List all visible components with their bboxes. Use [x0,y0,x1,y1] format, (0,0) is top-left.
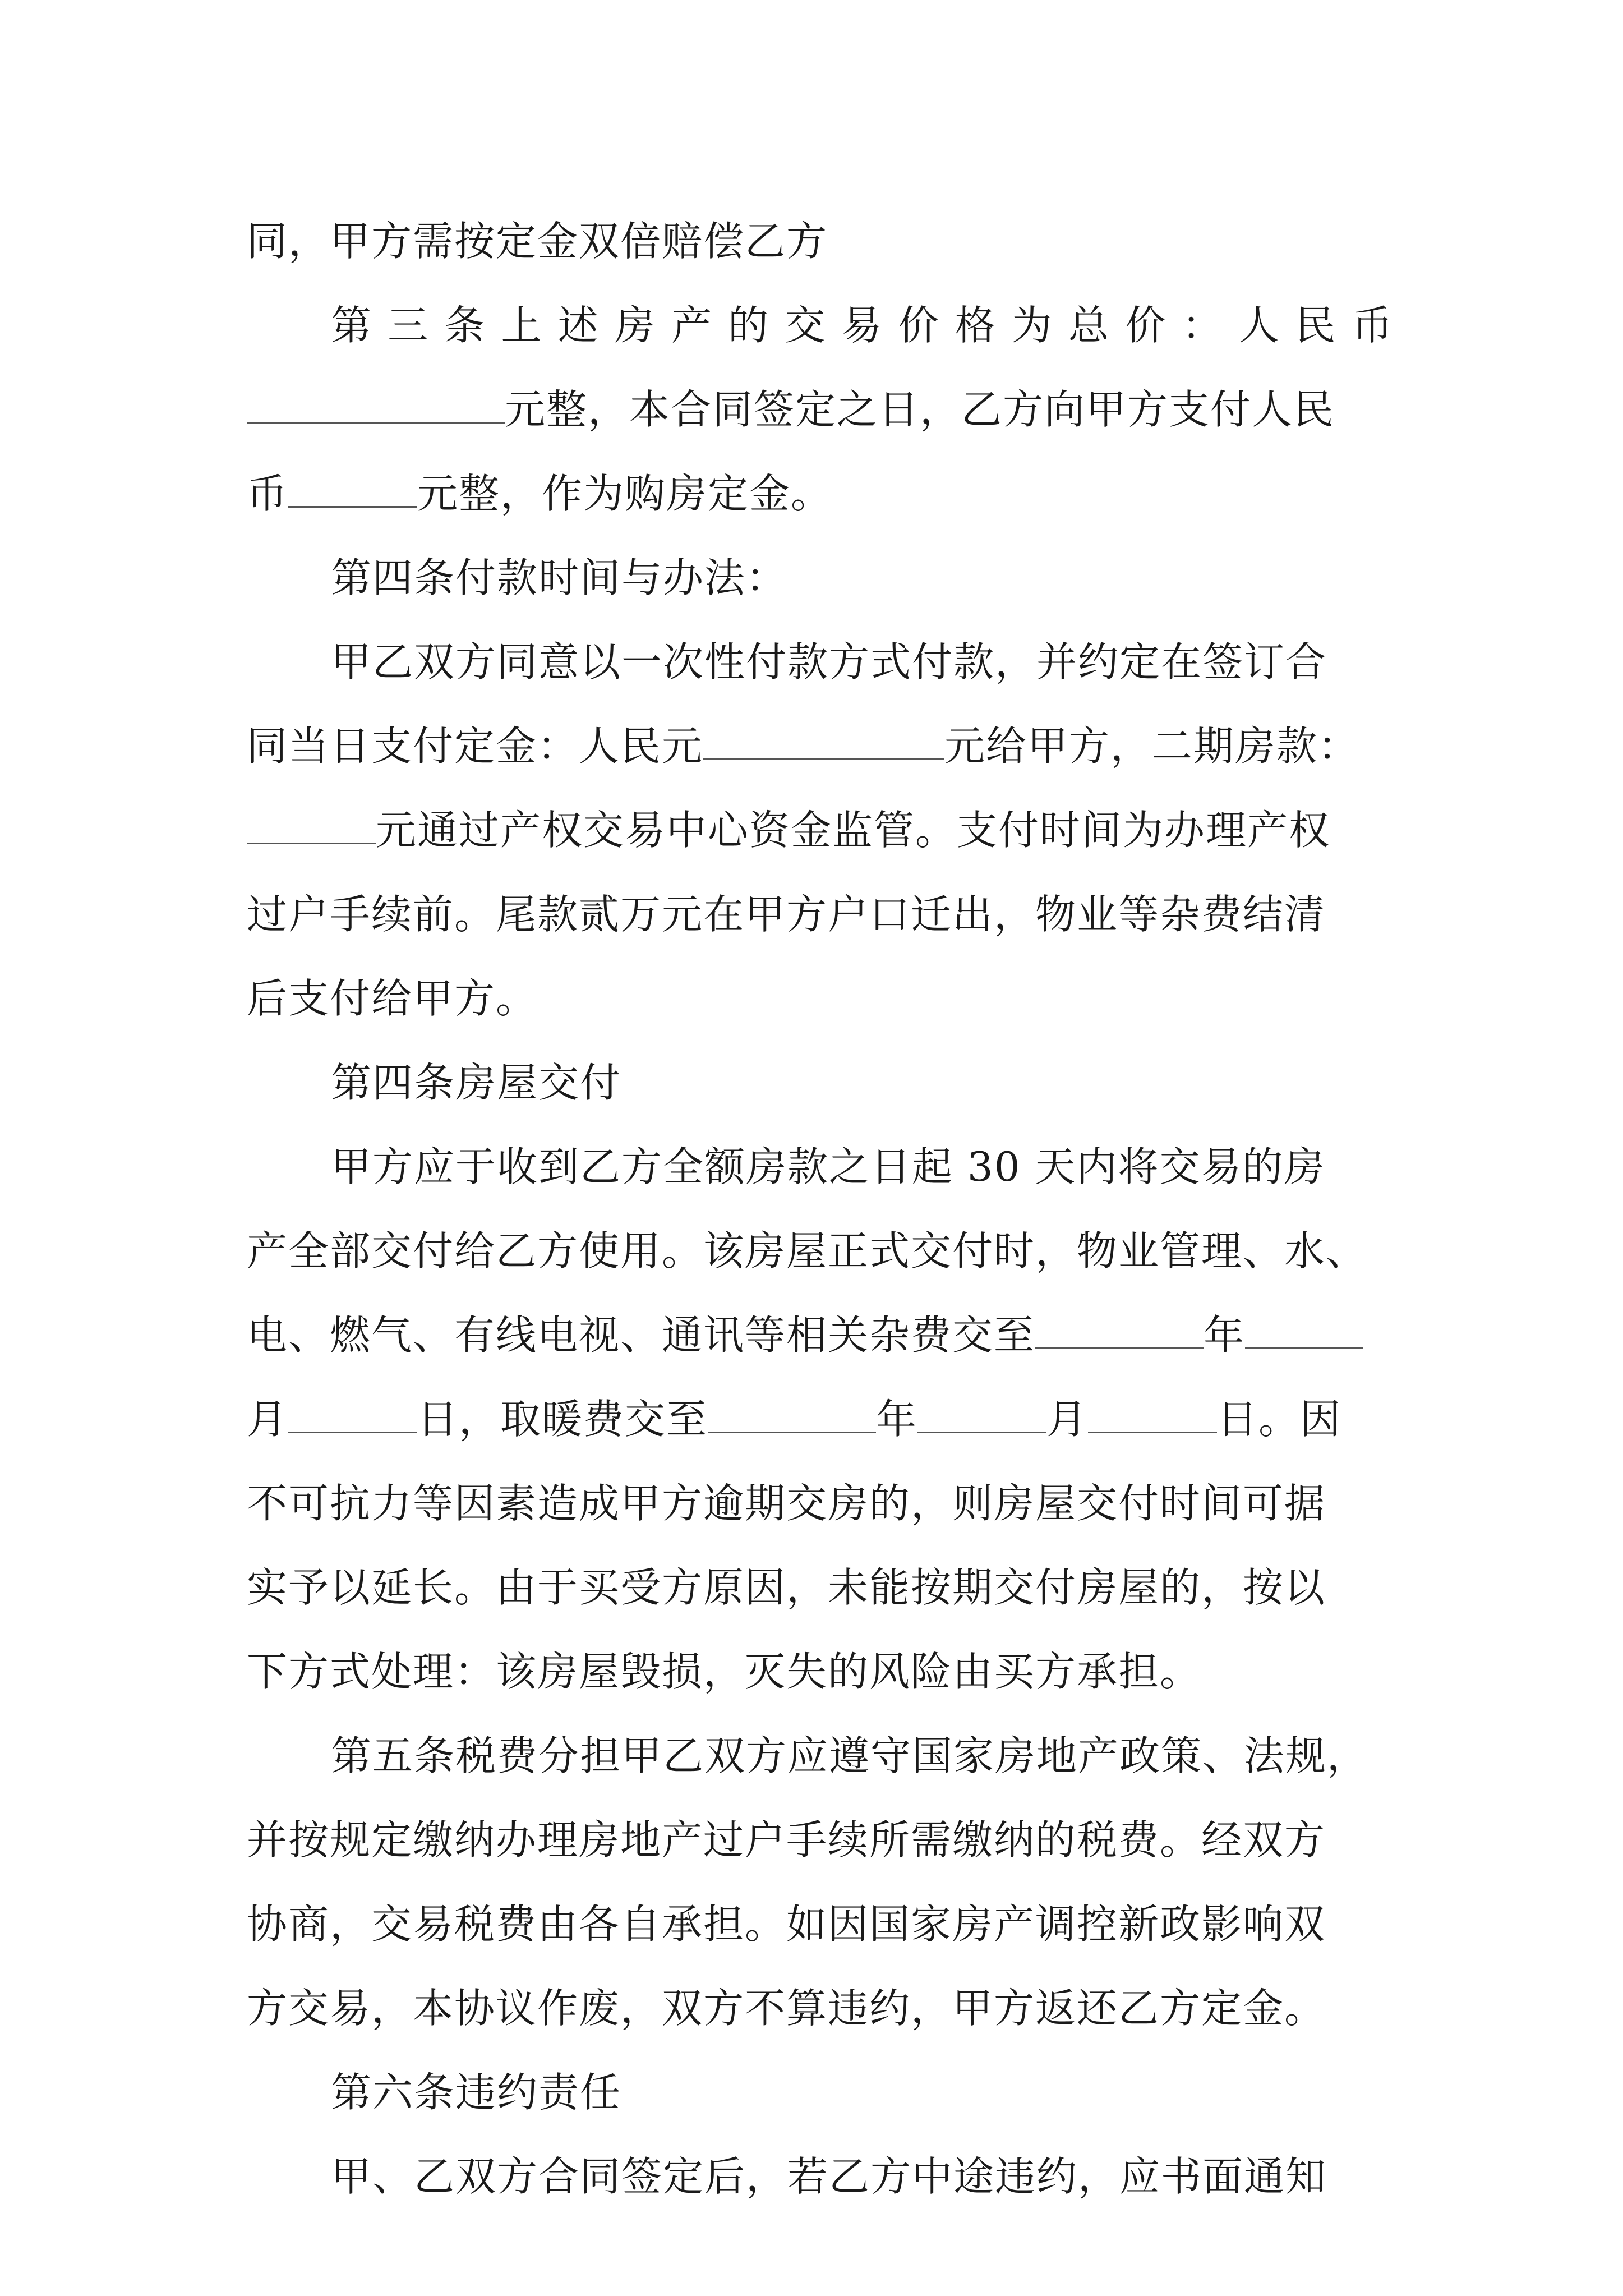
heading-char: 易 [841,302,883,349]
text-fragment: 币 [247,470,289,517]
text-line: 实予以延长。由于买受方原因，未能按期交付房屋的，按以 [247,1564,1326,1611]
text-line: 不可抗力等因素造成甲方逾期交房的，则房屋交付时间可据 [247,1480,1326,1527]
text-line: 同，甲方需按定金双倍赔偿乙方 [247,218,828,265]
fill-blank[interactable] [917,1392,1046,1433]
heading-char: 第 [331,302,373,349]
heading-char: 产 [671,302,713,349]
contract-body [247,199,1394,2219]
text-line [247,788,1394,872]
text-line: 下方式处理：该房屋毁损，灭失的风险由买方承担。 [247,1648,1202,1695]
fill-blank[interactable] [1088,1392,1217,1433]
heading-char: ： [1182,302,1224,349]
text-fragment: 日。因 [1217,1396,1342,1443]
heading-char: 交 [785,302,827,349]
text-line [247,704,1394,788]
fill-blank[interactable] [708,1392,876,1433]
text-line [247,1293,1394,1377]
fill-blank[interactable] [288,1392,417,1433]
fill-blank[interactable] [288,467,417,508]
heading-char: 三 [388,302,430,349]
heading-char: 格 [955,302,997,349]
fill-blank[interactable] [247,383,505,424]
heading-char: 价 [898,302,940,349]
heading-char: 人 [1238,302,1280,349]
fill-blank[interactable] [703,719,944,760]
text-fragment: 年 [876,1396,918,1443]
text-fragment: 日，取暖费交至 [417,1396,708,1443]
heading-char: 房 [614,302,656,349]
text-fragment: 同当日支付定金：人民元 [247,723,704,770]
heading-char: 述 [557,302,600,349]
text-fragment: 元整，作为购房定金。 [417,470,833,517]
clause-6-heading: 第六条违约责任 [331,2069,622,2116]
text-fragment: 元整，本合同签定之日，乙方向甲方支付人民 [505,386,1335,433]
text-fragment: 月 [247,1396,289,1443]
text-line [247,452,1394,536]
fill-blank[interactable] [1245,1308,1363,1349]
heading-char: 价 [1125,302,1167,349]
text-fragment: 电、燃气、有线电视、通讯等相关杂费交至 [247,1312,1036,1359]
text-line: 甲乙双方同意以一次性付款方式付款，并约定在签订合 [331,638,1327,685]
text-line: 产全部交付给乙方使用。该房屋正式交付时，物业管理、水、 [247,1227,1368,1274]
text-line: 并按规定缴纳办理房地产过户手续所需缴纳的税费。经双方 [247,1816,1326,1864]
text-line: 过户手续前。尾款贰万元在甲方户口迁出，物业等杂费结清 [247,891,1326,938]
clause-3-heading-line [247,283,1394,367]
text-line: 甲方应于收到乙方全额房款之日起 30 天内将交易的房 [331,1143,1326,1190]
text-line: 协商，交易税费由各自承担。如因国家房产调控新政影响双 [247,1901,1326,1948]
heading-char: 总 [1068,302,1110,349]
text-fragment: 年 [1204,1312,1246,1359]
text-fragment: 月 [1046,1396,1089,1443]
text-fragment: 元通过产权交易中心资金监管。支付时间为办理产权 [376,807,1331,854]
clause-5-text: 第五条税费分担甲乙双方应遵守国家房地产政策、法规， [331,1732,1369,1779]
text-fragment: 元给甲方，二期房款： [944,723,1360,770]
text-line [247,367,1394,452]
text-line [247,1377,1394,1461]
text-line: 后支付给甲方。 [247,975,538,1022]
heading-char: 上 [501,302,543,349]
heading-char: 条 [444,302,486,349]
heading-char: 民 [1295,302,1337,349]
clause-4-heading: 第四条付款时间与办法： [331,554,788,601]
fill-blank[interactable] [1035,1308,1204,1349]
clause-4-delivery-heading: 第四条房屋交付 [331,1059,622,1106]
text-line: 方交易，本协议作废，双方不算违约，甲方返还乙方定金。 [247,1985,1326,2032]
heading-char: 币 [1352,302,1394,349]
heading-char: 的 [728,302,770,349]
text-line: 甲、乙双方合同签定后，若乙方中途违约，应书面通知 [331,2153,1327,2200]
heading-char: 为 [1011,302,1053,349]
fill-blank[interactable] [247,803,376,844]
